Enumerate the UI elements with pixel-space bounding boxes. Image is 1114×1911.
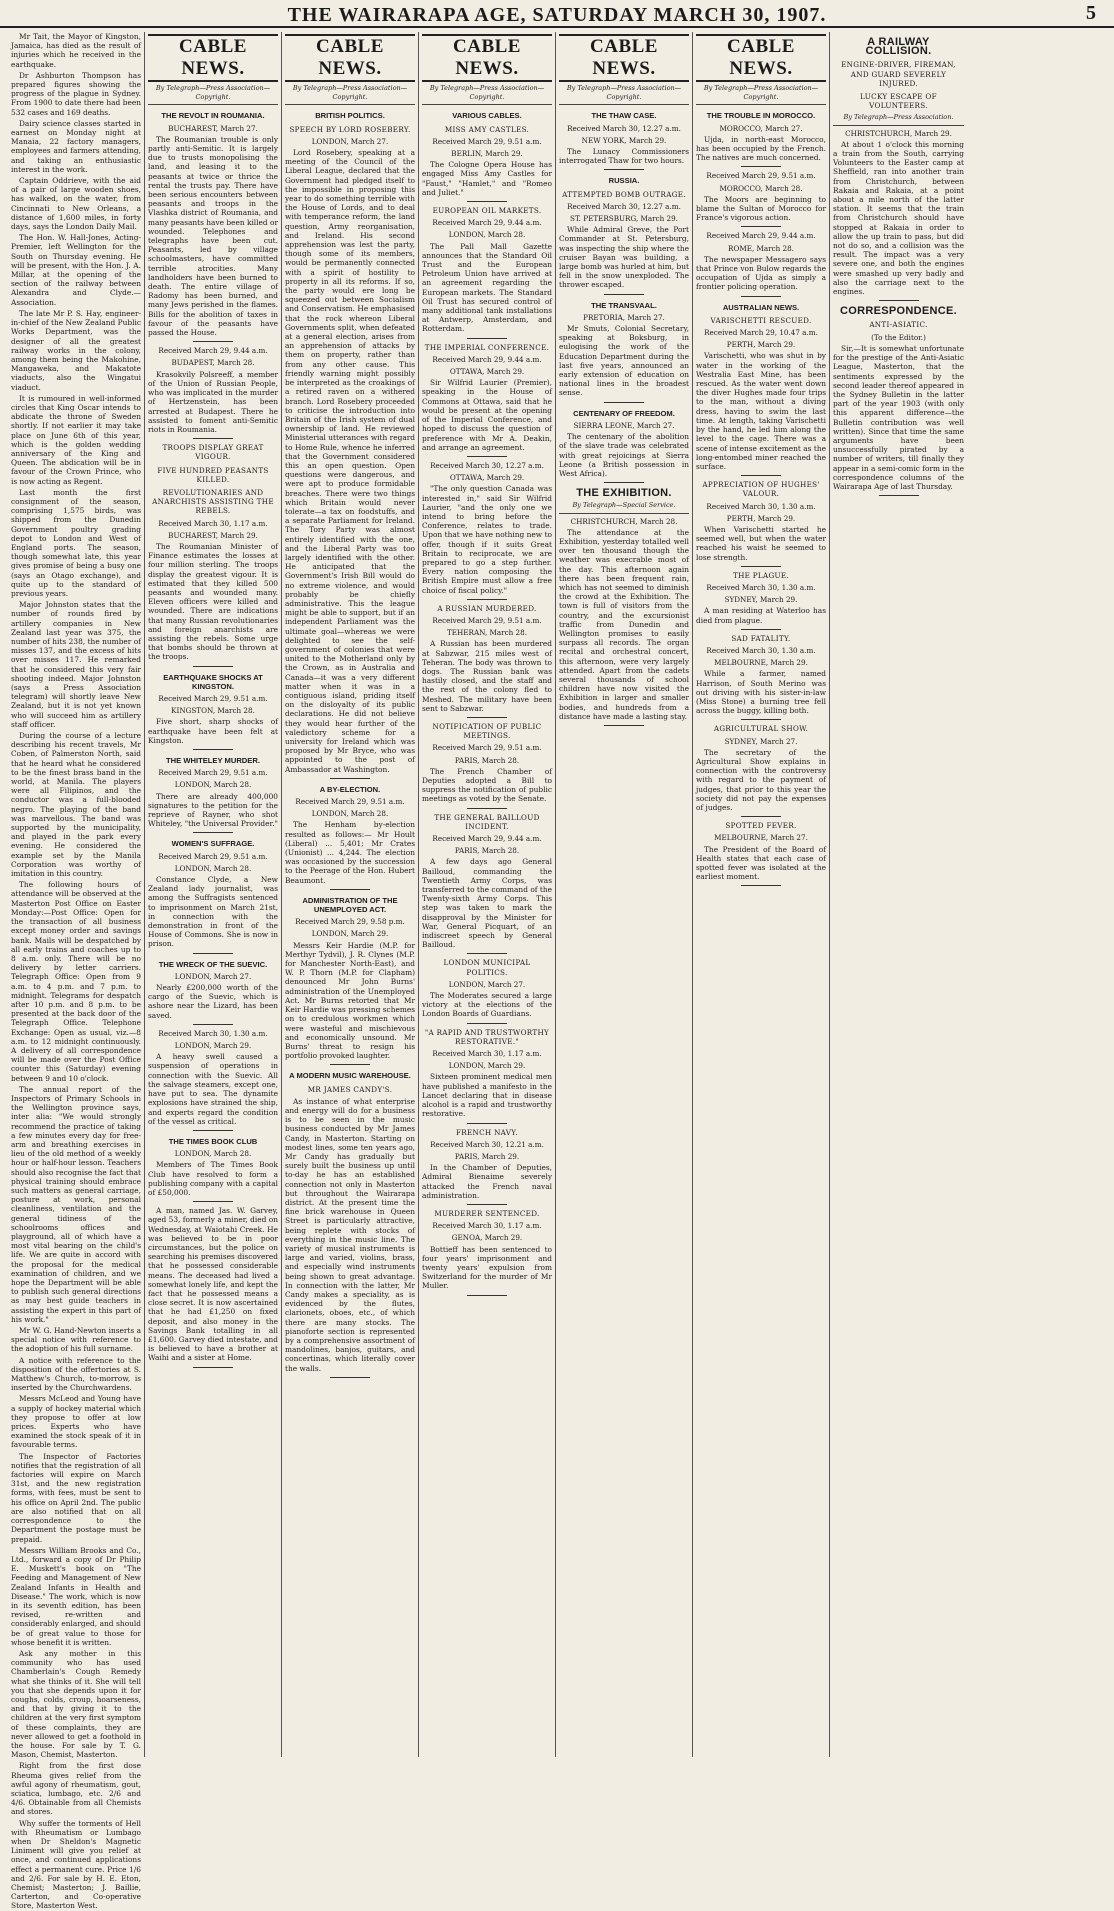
article-heading: ADMINISTRATION OF THE UNEMPLOYED ACT. — [302, 895, 398, 915]
received-time: Received March 30, 1.17 a.m. — [432, 1049, 542, 1059]
divider — [467, 953, 507, 954]
article-text: Sir,—It is somewhat unfortunate for the prestige of the Anti-Asiatic League, Masterton, that the sentiments expressed by the second leader thereof appeared in the Sydney Bulletin in the latter part of the year 1903 (with only this apparent difference—the Bulletin contribution was well written). Since that time the same arguments have been unsuccessfully pirated by a number of writers, till finally they appear in a semi-comic form in the correspondence columns of the Wairarapa Age of last Thursday. — [833, 343, 964, 491]
byline: By Telegraph—Press Association—Copyright. — [285, 84, 415, 105]
byline: By Telegraph—Press Association—Copyright. — [559, 84, 689, 105]
article-heading: A BY-ELECTION. — [319, 784, 381, 794]
divider — [741, 816, 781, 817]
received-time: Received March 30, 1.30 a.m. — [706, 645, 816, 655]
article-subheading: ENGINE-DRIVER, FIREMAN, AND GUARD SEVERELY INJURED. — [841, 60, 956, 88]
divider — [879, 300, 919, 301]
divider — [604, 402, 644, 403]
article-text: As instance of what enterprise and energy will do for a business is to be seen in the music business conducted by Mr James Candy, in Masterton. Starting on modest lines, some ten years ago, Mr Candy has gradually but surely built the business up until to-day he has an established connection not only in Masterton but throughout the Wairarapa district. At the present time the fine brick warehouse in Queen Street is particularly attractive, being replete with stocks of everything in the music line. The variety of musical instruments is large and varied, violins, brass, and especially wind instruments being shown to great advantage. In connection with the latter, Mr Candy makes a speciality, as is evidenced by the flutes, clarionets, oboes, etc., of which there are many stocks. The pianoforte section is represented by a comprehensive assortment of mandolines, banjos, guitars, and concertinas, which literally cover the walls. — [285, 1096, 415, 1373]
article-text: Bottieff has been sentenced to four years' imprisonment and twenty years' expulsion from Switzerland for the murder of Mr Muller. — [422, 1244, 552, 1291]
dateline: LONDON, March 28. — [174, 863, 252, 873]
dateline: LONDON, March 29. — [448, 1061, 526, 1071]
article-heading: VARIOUS CABLES. — [452, 111, 522, 121]
article-heading: THE EXHIBITION. — [576, 487, 672, 500]
article — [285, 785, 415, 885]
article-subheading: SPEECH BY LORD ROSEBERY. — [289, 124, 411, 134]
received-time: Received March 29, 9.51 a.m. — [706, 171, 816, 181]
received-time: Received March 29, 9.44 a.m. — [432, 834, 542, 844]
dateline: LONDON, March 28. — [174, 780, 252, 790]
column-3 — [282, 32, 419, 1757]
cable-news-header: CABLE NEWS. — [148, 34, 278, 82]
dateline: BUDAPEST, March 28. — [171, 358, 255, 368]
article — [148, 839, 278, 948]
article-text: While Admiral Greve, the Port Commander at St. Petersburg, was inspecting the ship where the cruiser Bayan was building, a large bomb was hurled at him, but fell in the snow unexploded. The thrower escaped. — [559, 225, 689, 290]
divider — [330, 889, 370, 890]
article-heading: THE THAW CASE. — [591, 111, 657, 121]
article-text: A heavy swell caused a suspension of operations in connection with the Suevic. All the salvage steamers, except one, have put to sea. The dynamite explosions have strained the ship, and experts regard the condition of the vessel as critical. — [148, 1052, 278, 1126]
divider — [193, 1024, 233, 1025]
paragraph: Last month the first consignment of the season, comprising 1,575 birds, was shipped from the Dunedin Government poultry grading depot to London and West of England ports. The season, though somewhat late, this year gives promise of being a busy one (says an Otago exchange), and quite up to the standard of previous years. — [11, 487, 141, 598]
article-subheading: MISS AMY CASTLES. — [444, 124, 530, 134]
article-subheading: LONDON MUNICIPAL POLITICS. — [443, 958, 531, 977]
article — [559, 489, 689, 721]
dateline: SIERRA LEONE, March 27. — [573, 420, 675, 430]
dateline: KINGSTON, March 28. — [171, 706, 255, 716]
column-2 — [145, 32, 282, 1757]
article-text: The Lunacy Commissioners interrogated Thaw for two hours. — [559, 147, 689, 166]
article — [696, 231, 826, 291]
article-heading: CORRESPONDENCE. — [840, 305, 957, 318]
article — [422, 111, 552, 197]
article-text: Sir Wilfrid Laurier (Premier), speaking in the House of Commons at Ottawa, said that he would be present at the opening of the Imperial Conference, and hoped to discuss the question of preference with Mr A. Deakin, and arrange an agreement. — [422, 378, 552, 452]
divider — [741, 885, 781, 886]
article-heading: A MODERN MUSIC WAREHOUSE. — [289, 1071, 411, 1081]
article — [833, 38, 964, 296]
divider — [193, 953, 233, 954]
received-time: Received March 29, 9.51 a.m. — [432, 743, 542, 753]
article-text: Nearly £200,000 worth of the cargo of the Suevic, which is ashore near the Lizard, has been saved. — [148, 983, 278, 1020]
divider — [467, 338, 507, 339]
article-text: Members of The Times Book Club have resolved to form a publishing company with a capital of £50,000. — [148, 1160, 278, 1197]
divider — [467, 201, 507, 202]
article — [833, 307, 964, 491]
article-text: Constance Clyde, a New Zealand lady journalist, was among the Suffragists sentenced to imprisonment on March 21st, in connection with the demonstration in front of the House of Commons. She is now in prison. — [148, 875, 278, 949]
dateline: ST. PETERSBURG, March 29. — [570, 214, 678, 224]
article-heading: WOMEN'S SUFFRAGE. — [171, 839, 255, 849]
divider — [193, 438, 233, 439]
paragraph: Messrs William Brooks and Co., Ltd., forward a copy of Dr Philip E. Muskett's book on "The Feeding and Management of New Zealand Infants in Health and Disease." The work, which is now in its seventh edition, has been revised, re-written and considerably enlarged, and should be of great value to those for whose benefit it is written. — [11, 1545, 141, 1647]
divider — [467, 1123, 507, 1124]
paragraph: The following hours of attendance will be observed at the Masterton Post Office on Easter Monday:—Post Office: Open for the transaction of all business except money order and savings bank. Mails will be despatched by all early trains and coaches up to 8 a.m. only. There will be no delivery by letter carriers. Telegraph Office: Open from 9 a.m. to 4 p.m. and 7 p.m. to midnight. Telegrams for despatch after 10 p.m. and 8 p.m. to be presented at the back door of the Telegraph Office. Telephone Exchange: Open as usual, viz.—8 a.m. to 12 midnight continuously. A delivery of all correspondence will be made over the Post Office counter this (Saturday) evening between 9 and 10 o'clock. — [11, 880, 141, 1083]
divider — [741, 475, 781, 476]
article — [696, 724, 826, 812]
article — [148, 443, 278, 661]
divider — [604, 169, 644, 170]
article-text: The attendance at the Exhibition, yesterday totalled well over ten thousand though the weather was execrable most of the day. This afternoon again there has been frequent rain, which has not seemed to diminish the crowd at the Exhibition. The town is full of visitors from the country, and the excursionist traffic from Dunedin and Wellington promises to easily surpass all records. The organ recital and orchestral concert, this afternoon, were very largely attended. Apart from the cadets several thousands of school children have now visited the Exhibition in larger and smaller bodies, and hundreds from a distance have made a lasting stay. — [559, 527, 689, 721]
article-heading: A RAILWAY COLLISION. — [865, 36, 932, 58]
paragraph: The annual report of the Inspectors of Primary Schools in the Wellington province says, inter alia: "We would strongly recommend the practice of taking a few minutes every day for free-arm and breathing exercises in lieu of the old method of a weekly hour or half-hour lesson. Teachers should also recognise the fact that physical training should embrace such matters as general carriage, posture at work, personal cleanliness, ventilation and the general tidiness of the schoolrooms offices and playground, all of which have a most vital bearing on the child's life. We are quite in accord with the proposal for the medical examination of children, and we hope the Department will be able to publish such general directions as may best guide teachers in assisting the expert in this part of his work." — [11, 1084, 141, 1324]
article-text: Sixteen prominent medical men have published a manifesto in the Lancet declaring that in disease alcohol is a rapid and trustworthy restorative. — [422, 1072, 552, 1119]
dateline: BUCHAREST, March 29. — [168, 530, 258, 540]
article — [559, 301, 689, 398]
article-text: Krasokvily Polsreeff, a member of the Union of Russian People, who was implicated in the murder of Hertzenstein, has been arrested at Budapest. There he assisted to foment anti-Semitic riots in Roumania. — [148, 369, 278, 434]
article — [559, 176, 689, 289]
dateline: BUCHAREST, March 27. — [168, 123, 258, 133]
paragraph: Dairy science classes started in earnest on Monday night at Manaia, 22 factory managers, employees and farmers attending, and taking an enthusiastic interest in the work. — [11, 118, 141, 174]
article — [422, 958, 552, 1018]
byline: By Telegraph—Press Association—Copyright. — [696, 84, 826, 105]
paragraph: Captain Oddrieve, with the aid of a pair of large wooden shoes, has walked, on the water, from Cincinnati to New Orleans, a distance of 1,600 miles, in forty days, says the London Daily Mail. — [11, 176, 141, 232]
dateline: LONDON, March 27. — [448, 979, 526, 989]
article-heading: THE TIMES BOOK CLUB — [168, 1136, 258, 1146]
paragraph: A notice with reference to the disposition of the offertories at S. Matthew's Church, to-morrow, is inserted by the Churchwardens. — [11, 1355, 141, 1393]
article-subheading: APPRECIATION OF HUGHES' VALOUR. — [702, 480, 820, 499]
divider — [741, 166, 781, 167]
received-time: Received March 30, 1.30 a.m. — [158, 1028, 268, 1038]
article-text: The secretary of the Agricultural Show explains in connection with the controversy with regard to the payment of judges, that prior to this year the society did not pay the expenses of judges. — [696, 747, 826, 812]
paragraph: The Hon. W. Hall-Jones, Acting-Premier, left Wellington for the South on Thursday evening. He will be present, with the Hon. J. A. Millar, at the opening of the section of the railway between Alexandra and Clyde.—Association. — [11, 233, 141, 307]
article — [696, 480, 826, 562]
dateline: LONDON, March 28. — [311, 809, 389, 819]
received-time: Received March 29, 9.51 a.m. — [158, 851, 268, 861]
article — [422, 604, 552, 713]
article-subheading: TROOPS DISPLAY GREAT VIGOUR. — [162, 443, 264, 462]
byline: By Telegraph—Special Service. — [559, 501, 689, 513]
dateline: LONDON, March 27. — [174, 971, 252, 981]
received-time: Received March 30, 12.27 a.m. — [567, 123, 681, 133]
divider — [193, 749, 233, 750]
paragraph: Why suffer the torments of Hell with Rheumatism or Lumbago when Dr Sheldon's Magnetic Liniment will give you relief at once, and continued applications effect a permanent cure. Price 1/6 and 2/6. For sale by H. E. Eton, Chemist; Masterton; J. Baillie, Carterton, and Co-operative Store, Masterton West. — [11, 1818, 141, 1911]
article-heading: THE WHITELEY MURDER. — [166, 756, 260, 765]
columns — [8, 32, 1108, 1911]
article-subheading: AGRICULTURAL SHOW. — [713, 724, 809, 734]
byline: By Telegraph—Press Association. — [833, 113, 964, 125]
article-subheading: FRENCH NAVY. — [456, 1127, 518, 1137]
article-text: A few days ago General Bailloud, commanding the Twentieth Army Corps, was transferred to the command of the Twenty-sixth Army Corps. This step was taken to mark the disapproval by the Minister for War, General Picquart, of an indiscreet speech by General Bailloud. — [422, 857, 552, 950]
article — [422, 1028, 552, 1119]
article-text: Varischetti, who was shut in by water in the working of the Westralia East Mine, has been rescued. As the water went down the diver Hughes made four trips to the man, without a diving dress, having to swim the last time. At length, taking Varischetti by the hand, he led him along the level to the cage. There was a scene of intense excitement as the long-entombed miner reached the surface. — [696, 351, 826, 471]
article — [285, 1071, 415, 1373]
article-subheading: ANTI-ASIATIC. — [869, 320, 928, 330]
divider — [604, 482, 644, 483]
article-text: The Moors are beginning to blame the Sultan of Morocco for France's vigorous action. — [696, 194, 826, 223]
paragraph: Mr W. G. Hand-Newton inserts a special notice with reference to the adoption of his full surname. — [11, 1326, 141, 1354]
dateline: LONDON, March 29. — [311, 929, 389, 939]
received-time: Received March 29, 9.51 a.m. — [158, 768, 268, 778]
article-heading: THE TROUBLE IN MOROCCO. — [706, 111, 816, 121]
dateline: MELBOURNE, March 29. — [714, 658, 808, 668]
paragraph: Right from the first dose Rheuma gives relief from the awful agony of rheumatism, gout, sciatica, lumbago, etc. 2/6 and 4/6. Obtainable from all Chemists and stores. — [11, 1761, 141, 1817]
article-text: A man residing at Waterloo has died from plague. — [696, 606, 826, 625]
article-text: The President of the Board of Health states that each case of spotted fever was isolated at the earliest moment. — [696, 844, 826, 882]
divider — [330, 778, 370, 779]
cable-news-header: CABLE NEWS. — [285, 34, 415, 82]
article-text: There are already 400,000 signatures to the petition for the reprieve of Rayner, who shot Whiteley, "the Universal Provider." — [148, 791, 278, 829]
article-text: The Pall Mall Gazette announces that the Standard Oil Trust and the European Petroleum Union have arrived at an agreement regarding the European markets. The Standard Oil Trust has secured control of many additional tank installations at Antwerp, Amsterdam, and Rotterdam. — [422, 241, 552, 334]
paragraph: It is rumoured in well-informed circles that King Oscar intends to abdicate the throne of Sweden shortly. If not earlier it may take place on June 6th of this year, which is the golden wedding anniversary of the King and Queen. The abdication will be in favour of the Crown Prince, who is now acting as Regent. — [11, 393, 141, 486]
dateline: CHRISTCHURCH, March 29. — [845, 128, 952, 138]
article-heading: RUSSIA. — [608, 176, 640, 186]
article-heading: CENTENARY OF FREEDOM. — [573, 408, 675, 418]
article-subheading: THE IMPERIAL CONFERENCE. — [424, 342, 550, 352]
divider — [741, 629, 781, 630]
article-heading: THE REVOLT IN ROUMANIA. — [161, 111, 265, 121]
article — [148, 673, 278, 745]
article — [422, 206, 552, 334]
article — [422, 1209, 552, 1291]
received-time: Received March 29, 9.58 p.m. — [295, 917, 405, 927]
received-time: Received March 30, 12.27 a.m. — [567, 201, 681, 211]
received-time: Received March 29, 10.47 a.m. — [704, 328, 818, 338]
dateline: PARIS, March 29. — [454, 1151, 520, 1161]
masthead-title: THE WAIRARAPA AGE, SATURDAY MARCH 30, 1907. — [287, 4, 827, 26]
dateline: BERLIN, March 29. — [451, 149, 523, 159]
article — [696, 171, 826, 222]
article-text: Lord Rosebery, speaking at a meeting of the Council of the Liberal League, declared that the Government had pledged itself to the impossible in proposing this year to do something terrible with the House of Lords, and to deal with temperance reform, the land question, Army reorganisation, and Ireland. His second apprehension was lest the party, though some of its members, would be permanently connected with a spirit of hostility to property in all its reforms. If so, the party would ere long be squeezed out between Socialism and Conservatism. He emphasised that the rock whereon Liberal Governments split, when defeated at a general election, arises from an apprehension of attacks by them on property, rather than from any other cause. This friendly warning might possibly be interpreted as the croakings of a retired raven on a withered branch. Lord Rosebery proceeded to criticise the introduction into Britain of the Irish system of dual ownership of land. He reviewed Ministerial utterances with regard to Home Rule, whence he inferred that the Government considered this an open question. Open questions were dangerous, and were apt to produce formidable breaches. There were two things which Britain would never tolerate—a tax on foodstuffs, and a separate Parliament for Ireland. The Tory Party was almost entirely identified with the one, and the Liberal Party was too largely identified with the other. He anticipated that the Government's Irish Bill would do no extreme violence, and would probably be chiefly administrative. This the league might be able to support, but if an independent Parliament was the ultimate goal—whereas we were delighted to see the self-government of colonies that were united to the Motherland only by the Crown, as in Australia and Canada—it was a very different matter when it was in a contiguous island, priding itself on the disloyalty of its public declarations. He did not believe they would hear further of the valedictory scheme for a university for Ireland which was proposed by Mr Bryce, who was appointed to the post of Ambassador at Washington. — [285, 148, 415, 774]
article-subheading: ATTEMPTED BOMB OUTRAGE. — [562, 189, 686, 199]
article-subheading: LUCKY ESCAPE OF VOLUNTEERS. — [860, 92, 937, 111]
article — [696, 111, 826, 162]
article-text: The French Chamber of Deputies adopted a Bill to suppress the notification of public meetings as voted by the Senate. — [422, 766, 552, 804]
article — [422, 1128, 552, 1200]
article-text: When Varischetti started he seemed well, but when the water reached his waist he seemed to lose strength. — [696, 524, 826, 562]
article-subheading: REVOLUTIONARIES AND ANARCHISTS ASSISTING THE REBELS. — [152, 487, 274, 516]
article — [696, 571, 826, 625]
article-text: The Roumanian Minister of Finance estimates the losses at four million sterling. The troops display the greatest vigour. It is estimated that they killed 500 peasants and wounded many. Eleven officers were killed and wounded. There are indications that many Russian revolutionaries and foreign anarchists are assisting the rebels. Some urge that bombs should be thrown at the troops. — [148, 541, 278, 662]
cable-news-header: CABLE NEWS. — [696, 34, 826, 82]
dateline: MOROCCO, March 28. — [719, 183, 803, 193]
received-time: Received March 30, 12.27 a.m. — [430, 460, 544, 470]
article-subheading: EUROPEAN OIL MARKETS. — [432, 206, 542, 216]
article — [148, 1137, 278, 1197]
article-heading: BRITISH POLITICS. — [315, 111, 385, 121]
dateline: LONDON, March 27. — [311, 136, 389, 146]
page-number: 5 — [1086, 2, 1096, 24]
article-subheading: MURDERER SENTENCED. — [434, 1208, 540, 1218]
divider — [741, 719, 781, 720]
article-subheading: MR JAMES CANDY'S. — [307, 1084, 393, 1094]
received-time: Received March 29, 9.44 a.m. — [158, 346, 268, 356]
divider — [193, 341, 233, 342]
cable-news-header: CABLE NEWS. — [559, 34, 689, 82]
dateline: PARIS, March 28. — [454, 755, 520, 765]
divider — [193, 1367, 233, 1368]
article — [285, 111, 415, 773]
article-text: Mr Smuts, Colonial Secretary, speaking at Boksburg, in eulogising the work of the Education Department during the last five years, announced an early extension of education on national lines in the broadest sense. — [559, 324, 689, 398]
divider — [467, 717, 507, 718]
received-time: Received March 30, 1.30 a.m. — [706, 501, 816, 511]
article-text: The Roumanian trouble is only partly anti-Semitic. It is largely due to trusts monopolising the land, and leasing it to the peasants at twice or thrice the rental the trusts pay. There have been serious encounters between peasants and troops in the Vlashka district of Roumania, and many peasants have been killed or wounded. Telephones and telegraphs have been cut. Peasants, led by village schoolmasters, have committed terrible atrocities. Many landholders have been burned to death. The entire village of Radomy has been burned, and many Jews perished in the flames. Bills for the abolition of taxes in favour of the peasants have passed the House. — [148, 134, 278, 338]
paragraph: Ask any mother in this community who has used Chamberlain's Cough Remedy what she thinks of it. She will tell you that she depends upon it for coughs, colds, croup, hoarseness, and that by giving it to the children at the very first symptom of these complaints, they are never allowed to get a foothold in the house. For sale by T. G. Mason, Chemist, Masterton. — [11, 1648, 141, 1760]
article-text: A man, named Jas. W. Garvey, aged 53, formerly a miner, died on Wednesday, at Waiotahi Creek. He was believed to be in poor circumstances, but the police on searching his premises discovered that he possessed considerable means. The deceased had lived a somewhat lonely life, and kept the fact that he possessed means a close secret. It is now ascertained that he had £1,250 on fixed deposit, and also money in the Savings Bank totalling in all £1,600. Garvey died intestate, and is believed to have a brother at Waihi and a sister at Home. — [148, 1206, 278, 1363]
article — [696, 634, 826, 716]
dateline: ROME, March 28. — [728, 243, 794, 253]
article-text: At about 1 o'clock this morning a train from the South, carrying Volunteers to the Easter camp at Sheffield, ran into another train from Christchurch, between Rakaia and Rakaia, at a point about a mile north of the latter station. It seems that the train from Christchurch should have stopped at Rakaia in order to allow the up train to pass, but did not do so, and a collision was the result. The impact was a very severe one, and both the engines were smashed up very badly and also the carriage next to the engines. — [833, 139, 964, 297]
article-heading: THE TRANSVAAL. — [591, 300, 657, 310]
received-time: Received March 29, 9.51 a.m. — [158, 693, 268, 703]
article-subheading: A RUSSIAN MURDERED. — [437, 603, 537, 613]
divider — [741, 296, 781, 297]
divider — [741, 566, 781, 567]
received-time: Received March 29, 9.51 a.m. — [432, 136, 542, 146]
dateline: NEW YORK, March 29. — [581, 135, 667, 145]
article-text: The Cologne Opera House has engaged Miss Amy Castles for "Faust," "Hamlet," and "Romeo and Juliet." — [422, 160, 552, 197]
article-text: Ujda, in north-east Morocco, has been occupied by the French. The natives are much concerned. — [696, 134, 826, 163]
received-time: Received March 30, 1.17 a.m. — [158, 518, 268, 528]
article-text: In the Chamber of Deputies, Admiral Bienaime severely attacked the French naval administration. — [422, 1163, 552, 1200]
cable-news-header: CABLE NEWS. — [422, 34, 552, 82]
dateline: TEHERAN, March 28. — [446, 628, 527, 638]
divider — [467, 1023, 507, 1024]
article-subheading: VARISCHETTI RESCUED. — [710, 315, 812, 325]
masthead — [0, 2, 1114, 28]
divider — [604, 294, 644, 295]
article — [148, 1029, 278, 1126]
received-time: Received March 30, 1.17 a.m. — [432, 1221, 542, 1231]
dateline: LONDON, March 29. — [174, 1041, 252, 1051]
dateline: SYDNEY, March 27. — [724, 736, 798, 746]
dateline: OTTAWA, March 29. — [449, 473, 525, 483]
article — [285, 896, 415, 1060]
dateline: GENOA, March 29. — [451, 1233, 523, 1243]
dateline: SYDNEY, March 29. — [724, 595, 798, 605]
dateline: MOROCCO, March 27. — [719, 123, 803, 133]
article-text: The newspaper Messagero says that Prince von Bulow regards the occupation of Ujda as simply a frontier policing operation. — [696, 254, 826, 292]
dateline: LONDON, March 28. — [448, 230, 526, 240]
article-text: "The only question Canada was interested in," said Sir Wilfrid Laurier, "and the only one we intend to bring before the Conference, relates to trade. Upon that we have nothing new to offer, though if it suits Great Britain to reciprocate, we are prepared to go a step further. Every nation composing the British Empire must allow a free choice of fiscal policy." — [422, 484, 552, 595]
received-time: Received March 29, 9.44 a.m. — [432, 218, 542, 228]
article-text: A Russian has been murdered at Sabzwar, 215 miles west of Teheran. The body was thrown to dogs. The Russian bank was hastily closed, and the staff and the rest of the colony fled to Meshed. The military have been sent to Sabzwar. — [422, 639, 552, 713]
article — [696, 303, 826, 471]
dateline: PERTH, March 29. — [726, 513, 796, 523]
article-subheading: FIVE HUNDRED PEASANTS KILLED. — [157, 465, 269, 484]
received-time: Received March 30, 12.21 a.m. — [430, 1139, 544, 1149]
dateline: PRETORIA, March 27. — [583, 312, 665, 322]
column-1 — [8, 32, 145, 1911]
divider — [879, 495, 919, 496]
divider — [467, 1204, 507, 1205]
article-heading: EARTHQUAKE SHOCKS AT KINGSTON. — [163, 672, 263, 691]
article — [422, 722, 552, 804]
article-subheading: SPOTTED FEVER. — [725, 821, 797, 831]
article — [559, 409, 689, 478]
article-subheading: THE PLAGUE. — [732, 570, 790, 580]
received-time: Received March 29, 9.51 a.m. — [295, 797, 405, 807]
column-4 — [419, 32, 556, 1757]
paragraph: Dr Ashburton Thompson has prepared figures showing the progress of the plague in Sydney. From 1900 to date there had been 532 cases and 169 deaths. — [11, 70, 141, 117]
divider — [467, 1295, 507, 1296]
paragraph: Major Johnston states that the number of rounds fired by artillery companies in New Zealand last year was 375, the number of hits 238, the number of misses 137, and the excess of hits over misses 117. He remarked that he considered this very fair shooting indeed. Major Johnston (says a Press Association telegram) will shortly leave New Zealand, but it is not yet known who will succeed him as artillery staff officer. — [11, 600, 141, 729]
article — [559, 111, 689, 165]
dateline: CHRISTCHURCH, March 28. — [570, 516, 678, 526]
dateline: OTTAWA, March 29. — [449, 367, 525, 377]
byline: By Telegraph—Press Association—Copyright. — [148, 84, 278, 105]
divider — [467, 808, 507, 809]
article-subheading: NOTIFICATION OF PUBLIC MEETINGS. — [432, 721, 542, 741]
article — [148, 111, 278, 337]
article-subheading: SAD FATALITY. — [731, 633, 791, 643]
column-5 — [556, 32, 693, 1757]
article — [422, 461, 552, 595]
article-heading: THE WRECK OF THE SUEVIC. — [158, 959, 268, 969]
divider — [741, 226, 781, 227]
article — [422, 813, 552, 950]
dateline: (To the Editor.) — [871, 332, 926, 342]
article — [148, 960, 278, 1020]
divider — [330, 1064, 370, 1065]
divider — [193, 1130, 233, 1131]
divider — [467, 599, 507, 600]
divider — [193, 832, 233, 833]
article-text: Messrs Keir Hardie (M.P. for Merthyr Tydvil), J. R. Clynes (M.P. for Manchester North-East), and W. P. Thorn (M.P. for Clapham) denounced Mr John Burns' administration of the Unemployed Act. Mr Burns retorted that Mr Keir Hardie was pressing schemes on to credulous workmen which were wasteful and mischievous and economically unsound. Mr Burns' threat to resign his portfolio provoked laughter. — [285, 940, 415, 1061]
article — [148, 1206, 278, 1362]
received-time: Received March 29, 9.51 a.m. — [432, 615, 542, 625]
received-time: Received March 30, 1.30 a.m. — [706, 582, 816, 592]
article — [148, 346, 278, 434]
divider — [193, 666, 233, 667]
dateline: MELBOURNE, March 27. — [714, 833, 808, 843]
paragraph: Messrs McLeod and Young have a supply of hockey material which they propose to offer at low prices. Experts who have examined the stock speak of it in favourable terms. — [11, 1394, 141, 1450]
divider — [467, 456, 507, 457]
article — [148, 756, 278, 828]
article — [696, 821, 826, 881]
article — [422, 343, 552, 452]
paragraph: The late Mr P. S. Hay, engineer-in-chief of the New Zealand Public Works Department, was the designer of all the greatest railway works in the colony, among them being the Makohine, Mangaweka, and Makatote viaducts, also the Wingatui viaduct. — [11, 308, 141, 392]
byline: By Telegraph—Press Association—Copyright. — [422, 84, 552, 105]
received-time: Received March 29, 9.44 a.m. — [432, 354, 542, 364]
dateline: LONDON, March 28. — [174, 1149, 252, 1159]
article-text: The Henham by-election resulted as follows:— Mr Hoult (Liberal) ... 5,401; Mr Crates (Unionist) ... 4,244. The election was occasioned by the succession to the Peerage of the Hon. Hubert Beaumont. — [285, 820, 415, 885]
article-heading: AUSTRALIAN NEWS. — [722, 302, 800, 312]
article-text: The centenary of the abolition of the slave trade was celebrated with great rejoicings at Sierra Leone (a British possession in West Africa). — [559, 432, 689, 478]
divider — [330, 1377, 370, 1378]
received-time: Received March 29, 9.44 a.m. — [706, 231, 816, 241]
paragraph: The Inspector of Factories notifies that the registration of all factories will expire on March 31st, and the new registration forms, with fees, must be sent to his office on April 2nd. The public are also notified that on all correspondence to the Department the postage must be prepaid. — [11, 1451, 141, 1544]
article-subheading: "A RAPID AND TRUSTWORTHY RESTORATIVE." — [424, 1027, 550, 1046]
article-text: The Moderates secured a large victory at the elections of the London Boards of Guardians. — [422, 991, 552, 1019]
dateline: PARIS, March 28. — [454, 846, 520, 856]
column-6 — [693, 32, 830, 1757]
article-text: While a farmer, named Harrison, of South Merino was out driving with his sister-in-law (Miss Stone) a burning tree fell across the buggy, killing both. — [696, 669, 826, 716]
article-text: Five short, sharp shocks of earthquake have been felt at Kingston. — [148, 717, 278, 745]
divider — [604, 725, 644, 726]
divider — [193, 1201, 233, 1202]
paragraph: Mr Tait, the Mayor of Kingston, Jamaica, has died as the result of injuries which he received in the earthquake. — [11, 32, 141, 69]
paragraph: During the course of a lecture describing his recent travels, Mr Coben, of Palmerston North, said that he heard what he considered to be the finest brass band in the world, at Manila. The players were all Filipinos, and the conductor was a full-blooded negro. The playing of the band was marvellous. The band was supported by the municipality, and played in the park every evening. He considered the example set by the Manila Corporation was worthy of imitation in this country. — [11, 731, 141, 879]
dateline: PERTH, March 29. — [726, 340, 796, 350]
article-subheading: THE GENERAL BAILLOUD INCIDENT. — [434, 812, 540, 831]
column-7 — [830, 32, 967, 1757]
